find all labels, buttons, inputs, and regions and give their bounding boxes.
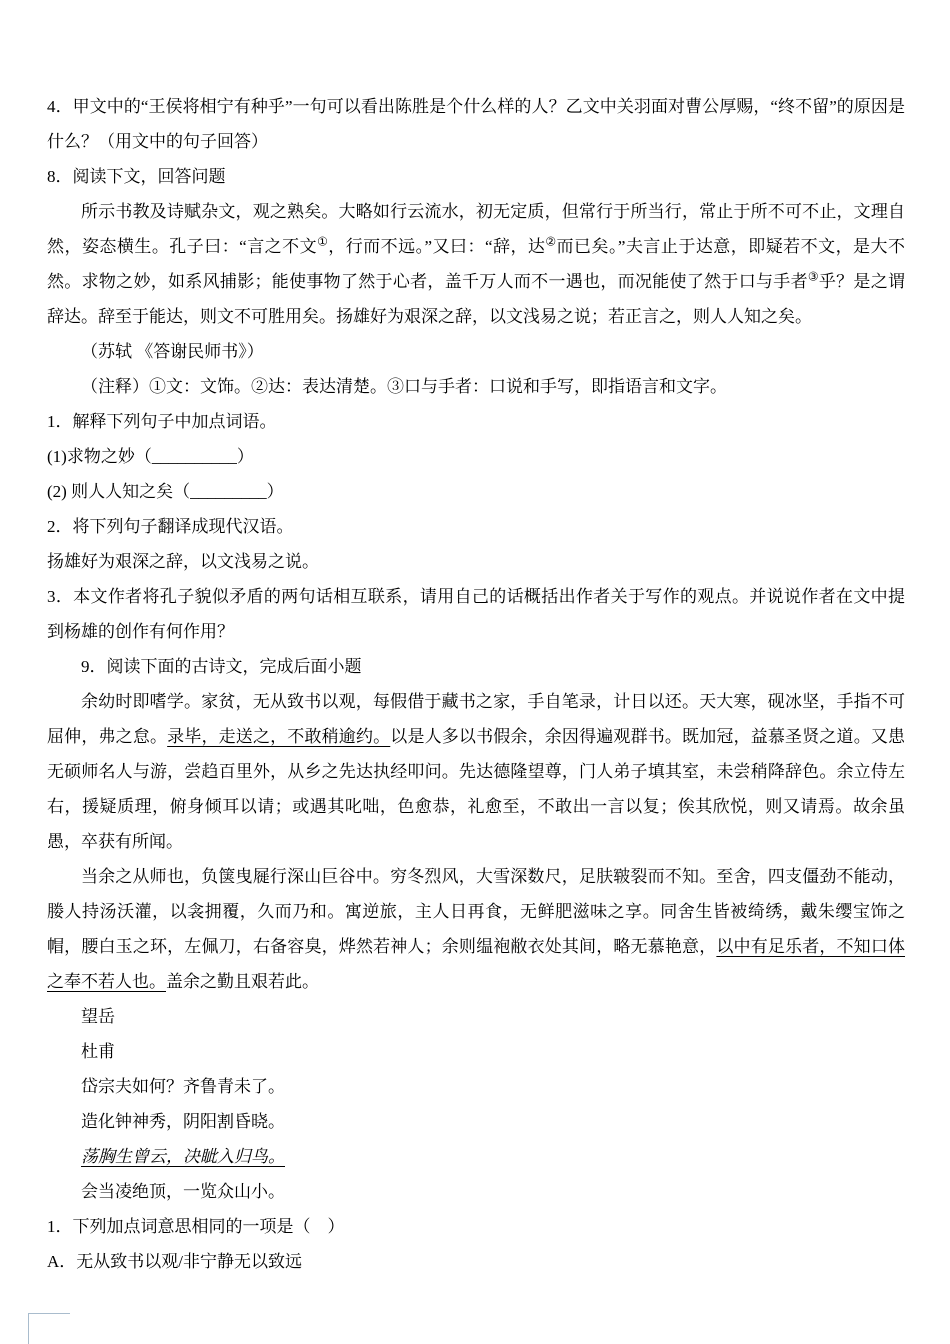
underlined-poem-line: 荡胸生曾云，决眦入归鸟。 (81, 1147, 285, 1166)
question-8-1 (47, 404, 905, 439)
poem-line-2 (47, 1104, 905, 1139)
text-run: ，行而不远。”又曰：“辞，达 (328, 237, 546, 256)
question-9 (47, 649, 905, 684)
question-8-1-blank-1 (47, 439, 905, 474)
text-run: 余幼时即嗜学。家贫，无从致书以观，每假借于藏书之家，手自笔录，计日以还。天大寒，砚冰坚，手指不可屈伸，弗之怠。 (47, 692, 905, 746)
question-8-1-blank-2 (47, 474, 905, 509)
note-marker-1: ① (317, 234, 329, 249)
text-run: 岱宗夫如何？齐鲁青未了。 (81, 1077, 285, 1096)
underlined-text: 录毕，走送之，不敢稍逾约。 (167, 727, 391, 746)
text-run: A．无从致书以观/非宁静无以致远 (47, 1252, 302, 1271)
option-a (47, 1244, 905, 1279)
sentence-to-translate (47, 544, 905, 579)
next-page-table-corner (28, 1313, 70, 1344)
text-run: （注释）①文：文饰。②达：表达清楚。③口与手者：口说和手写，即指语言和文字。 (81, 377, 727, 396)
question-8-3 (47, 579, 905, 649)
text-run: 3．本文作者将孔子貌似矛盾的两句话相互联系，请用自己的话概括出作者关于写作的观点。并说说作者在文中提到杨雄的创作有何作用？ (47, 587, 905, 641)
passage-song-dongyang-para-1 (47, 684, 905, 859)
poem-line-1 (47, 1069, 905, 1104)
text-run: 当余之从师也，负箧曳屣行深山巨谷中。穷冬烈风，大雪深数尺，足肤皲裂而不知。至舍，四支僵劲不能动，媵人持汤沃灌，以衾拥覆，久而乃和。寓逆旅，主人日再食，无鲜肥滋味之享。同舍生皆被绮绣，戴朱缨宝饰之帽，腰白玉之环，左佩刀，右备容臭，烨然若神人；余则缊袍敝衣处其间，略无慕艳意， (47, 867, 905, 956)
document-body (47, 89, 905, 1279)
text-run: 8．阅读下文，回答问题 (47, 167, 226, 186)
passage-song-dongyang-para-2 (47, 859, 905, 999)
text-run: (1)求物之妙（__________） (47, 447, 254, 466)
text-run: 1．解释下列句子中加点词语。 (47, 412, 277, 431)
question-8 (47, 159, 905, 194)
text-run: 盖余之勤且艰若此。 (166, 972, 319, 991)
poem-line-3 (47, 1139, 905, 1174)
question-9-1 (47, 1209, 905, 1244)
question-4 (47, 89, 905, 159)
passage-answer-xie-minshi (47, 194, 905, 334)
text-run: 1．下列加点词意思相同的一项是（ ） (47, 1217, 345, 1236)
annotations (47, 369, 905, 404)
text-run: （苏轼 《答谢民师书》） (81, 342, 264, 361)
text-run: 所示书教及诗赋杂文，观之熟矣。大略如行云流水，初无定质，但常行于所当行，常止于所不可不止，文理自然，姿态横生。孔子曰：“言之不文 (47, 202, 905, 256)
source-attribution (47, 334, 905, 369)
poem-author (47, 1034, 905, 1069)
poem-title (47, 999, 905, 1034)
text-run: 乎？是之谓辞达。辞至于能达，则文不可胜用矣。扬雄好为艰深之辞，以文浅易之说；若正言之，则人人知之矣。 (47, 272, 905, 326)
text-run: 造化钟神秀，阴阳割昏晓。 (81, 1112, 285, 1131)
text-run: (2) 则人人知之矣（_________） (47, 482, 284, 501)
text-run: 扬雄好为艰深之辞，以文浅易之说。 (47, 552, 319, 571)
text-run: 望岳 (81, 1007, 115, 1026)
text-run: 2．将下列句子翻译成现代汉语。 (47, 517, 294, 536)
text-run: 杜甫 (81, 1042, 115, 1061)
text-run: 4．甲文中的“王侯将相宁有种乎”一句可以看出陈胜是个什么样的人？乙文中关羽面对曹公厚赐，“终不留”的原因是什么？（用文中的句子回答） (47, 97, 905, 151)
question-8-2 (47, 509, 905, 544)
text-run: 会当凌绝顶，一览众山小。 (81, 1182, 285, 1201)
text-run: 以是人多以书假余，余因得遍观群书。既加冠，益慕圣贤之道。又患无硕师名人与游，尝趋百里外，从乡之先达执经叩问。先达德隆望尊，门人弟子填其室，未尝稍降辞色。余立侍左右，援疑质理，俯身倾耳以请；或遇其叱咄，色愈恭，礼愈至，不敢出一言以复；俟其欣悦，则又请焉。故余虽愚，卒获有所闻。 (47, 727, 906, 851)
poem-line-4 (47, 1174, 905, 1209)
text-run: 9．阅读下面的古诗文，完成后面小题 (81, 657, 362, 676)
text-run: 而已矣。”夫言止于达意，即疑若不文，是大不然。求物之妙，如系风捕影；能使事物了然于心者，盖千万人而不一遇也，而况能使了然于口与手者 (47, 237, 906, 291)
note-marker-3: ③ (807, 269, 819, 284)
note-marker-2: ② (545, 234, 557, 249)
underlined-text: 以中有足乐者，不知口体之奉不若人也。 (47, 937, 906, 991)
